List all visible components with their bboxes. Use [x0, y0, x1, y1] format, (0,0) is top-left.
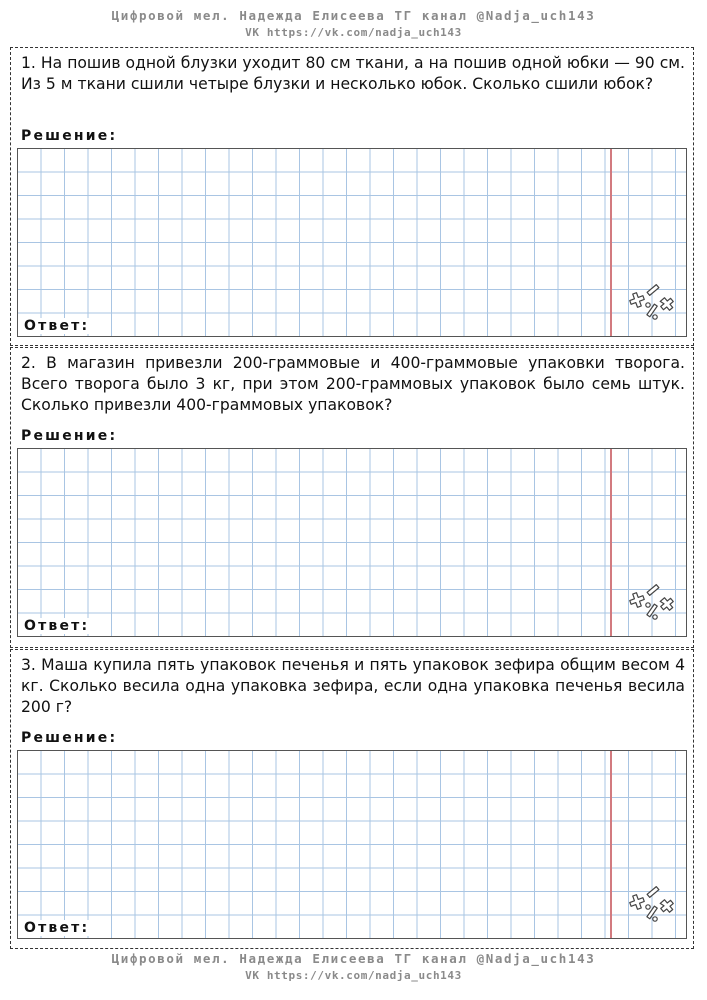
solution-label: Решение: [21, 428, 118, 444]
task-card-2 [10, 347, 694, 648]
math-operations-icon [626, 582, 674, 628]
solution-label: Решение: [21, 128, 118, 144]
footer-vk-link: VK https://vk.com/nadja_uch143 [245, 969, 462, 982]
task-text: 1. На пошив одной блузки уходит 80 см ткани, а на пошив одной юбки — 90 см. Из 5 м ткани сшили четыре блузки и несколько юбок. Сколько сшили юбок? [21, 54, 685, 93]
solution-grid[interactable] [17, 148, 687, 337]
task-text: 3. Маша купила пять упаковок печенья и пять упаковок зефира общим весом 4 кг. Сколько весила одна упаковка зефира, если одна упаковка печенья весила 200 г? [21, 656, 685, 716]
header-channel: Цифровой мел. Надежда Елисеева ТГ канал @Nadja_uch143 [111, 8, 596, 23]
margin-line [610, 149, 612, 336]
page-footer [0, 949, 707, 984]
math-operations-icon [626, 884, 674, 930]
math-operations-icon [626, 282, 674, 328]
margin-line [610, 751, 612, 938]
task-text: 2. В магазин привезли 200-граммовые и 400-граммовые упаковки творога. Всего творога было 3 кг, при этом 200-граммовых упаковок было семь штук. Сколько привезли 400-граммовых упаковок? [21, 354, 685, 414]
answer-label: Ответ: [24, 318, 90, 334]
solution-grid[interactable] [17, 448, 687, 637]
page-header [0, 6, 707, 41]
margin-line [610, 449, 612, 636]
answer-label: Ответ: [24, 618, 90, 634]
task-card-3 [10, 649, 694, 949]
answer-label: Ответ: [24, 920, 90, 936]
solution-grid[interactable] [17, 750, 687, 939]
header-vk-link: VK https://vk.com/nadja_uch143 [245, 26, 462, 39]
footer-channel: Цифровой мел. Надежда Елисеева ТГ канал @Nadja_uch143 [111, 951, 596, 966]
task-card-1 [10, 47, 694, 346]
solution-label: Решение: [21, 730, 118, 746]
